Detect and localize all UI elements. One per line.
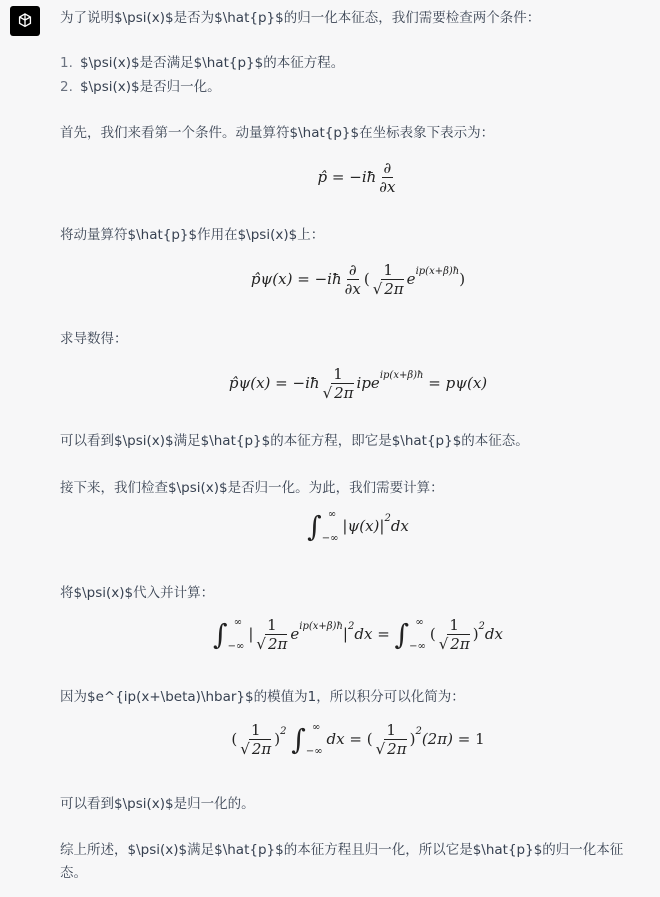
eq-term: −iħ [292,373,320,392]
sqrt-sign: √ [375,739,386,758]
paren-close: ) [472,624,479,643]
differential: dx [390,517,409,535]
equation-simplified [60,722,656,758]
frac-den: ∂x [344,279,361,298]
exponent: 2 [415,725,422,737]
eq-equals: = [377,624,390,643]
differential: dx [484,624,503,643]
paragraph-derivative: 求导数得： [60,331,128,347]
exponent: 2 [280,725,287,737]
paragraph-eigenstate: 可以看到$\psi(x)$满足$\hat{p}$的本征方程，即它是$\hat{p}$的本征态。 [60,433,529,449]
equation-derivative-result [60,366,656,402]
paragraph-conclusion-line1: 综上所述，$\psi(x)$满足$\hat{p}$的本征方程且归一化，所以它是$\hat{p}$的归一化本征 [60,842,624,858]
paren-close: ) [274,729,281,748]
exponent: ip(x+β)ħ [299,620,343,632]
eq-equals: = [297,269,310,288]
paragraph-normalized: 可以看到$\psi(x)$是归一化的。 [60,796,255,812]
differential: dx [354,624,373,643]
paragraph-intro: 为了说明$\psi(x)$是否为$\hat{p}$的归一化本征态，我们需要检查两个条件： [60,10,541,26]
abs-bar: | [342,624,348,643]
integral-sign: ∫ [394,617,410,651]
list-item [60,77,221,98]
eq-lhs: p̂ [317,167,328,186]
sqrt-sign: √ [240,739,250,758]
differential: dx [326,729,345,748]
exponent: 2 [384,513,391,524]
sqrt-body: 2π [387,739,407,758]
frac-num: 1 [449,616,459,634]
eq-rhs: 1 [475,729,485,748]
frac-den [374,740,409,758]
eq-lhs: p̂ψ(x) [228,373,271,392]
sqrt-body: 2π [450,634,470,653]
integral-sign: ∫ [307,510,322,543]
frac-num: ∂ [348,261,357,279]
paren-open: ( [363,269,370,288]
paren-open: ( [231,729,238,748]
eq-fraction [321,366,356,402]
exponent: ip(x+β)ħ [415,265,460,277]
paragraph-first-condition: 首先，我们来看第一个条件。动量算符$\hat{p}$在坐标表象下表示为： [60,125,495,141]
exponent: 2 [347,620,355,632]
eq-term: −iħ [314,269,342,288]
list-number: 2. [60,79,73,95]
frac-num: 1 [383,261,393,279]
integrand: |ψ(x)| [342,517,385,535]
eq-equals: = [275,373,288,392]
eq-term: ipe [356,373,380,392]
eq-fraction [254,617,289,653]
eq-rhs: pψ(x) [445,373,488,392]
eq-equals: = [457,729,471,748]
integral-limits [322,510,339,544]
eq-fraction [437,617,472,653]
exp-base: e [406,269,416,288]
eq-fraction [343,262,363,298]
paragraph-substitute: 将$\psi(x)$代入并计算： [60,585,215,601]
frac-den [254,635,289,653]
equation-momentum-operator [60,160,656,196]
integral-limits [228,618,245,652]
frac-num: ∂ [383,159,392,177]
eq-fraction [377,160,397,196]
exponent: 2 [478,620,485,632]
sqrt-sign: √ [438,634,449,653]
upper-limit: ∞ [415,616,424,628]
list-text: $\psi(x)$是否归一化。 [80,79,221,95]
lower-limit: −∞ [305,745,323,757]
lower-limit: −∞ [409,640,426,652]
eq-equals: = [349,729,362,748]
frac-den [371,280,406,298]
frac-num: 1 [386,721,396,739]
eq-fraction [371,262,406,298]
eq-equals: = [428,373,441,392]
paragraph-apply-operator: 将动量算符$\hat{p}$作用在$\psi(x)$上： [60,227,325,243]
upper-limit: ∞ [312,721,321,733]
eq-term: (2π) [421,729,453,748]
openai-logo-icon [15,11,35,31]
equation-substituted-integral [60,617,656,653]
eq-equals: = [331,167,345,186]
integral-sign: ∫ [291,722,306,756]
upper-limit: ∞ [233,616,243,628]
paragraph-conclusion-line2: 态。 [60,865,87,881]
sqrt-body: 2π [267,634,288,653]
paren-close: ) [459,269,466,288]
eq-fraction [238,722,273,758]
list-text: $\psi(x)$是否满足$\hat{p}$的本征方程。 [80,55,345,71]
sqrt-sign: √ [322,383,333,402]
exp-base: e [290,624,300,643]
sqrt-body: 2π [251,739,272,758]
sqrt-sign: √ [372,279,383,298]
frac-den [321,384,356,402]
frac-num: 1 [333,365,343,383]
upper-limit: ∞ [327,509,337,520]
sqrt-body: 2π [384,279,404,298]
frac-den [238,740,273,758]
abs-bar: | [248,624,254,643]
paren-open: ( [366,729,373,748]
paren-open: ( [429,624,436,643]
frac-den: ∂x [379,177,396,196]
list-item [60,53,344,74]
sqrt-body: 2π [334,383,354,402]
eq-term: −iħ [349,167,377,186]
frac-num: 1 [267,616,277,634]
integral-sign: ∫ [213,617,228,651]
frac-num: 1 [250,721,261,739]
paragraph-normalization: 接下来，我们检查$\psi(x)$是否归一化。为此，我们需要计算： [60,480,444,496]
equation-apply [60,262,656,298]
assistant-avatar [10,6,40,36]
integral-limits [409,618,426,652]
equation-norm-integral [60,510,656,544]
list-number: 1. [60,55,73,71]
paragraph-modulus: 因为$e^{ip(x+\beta)\hbar}$的模值为1，所以积分可以化简为： [60,689,465,705]
integral-limits [306,723,323,757]
paren-close: ) [409,729,416,748]
sqrt-sign: √ [256,634,266,653]
eq-lhs: p̂ψ(x) [250,269,293,288]
lower-limit: −∞ [321,533,339,544]
eq-fraction [374,722,409,758]
exponent: ip(x+β)ħ [379,369,424,381]
lower-limit: −∞ [227,640,245,652]
frac-den [437,635,472,653]
